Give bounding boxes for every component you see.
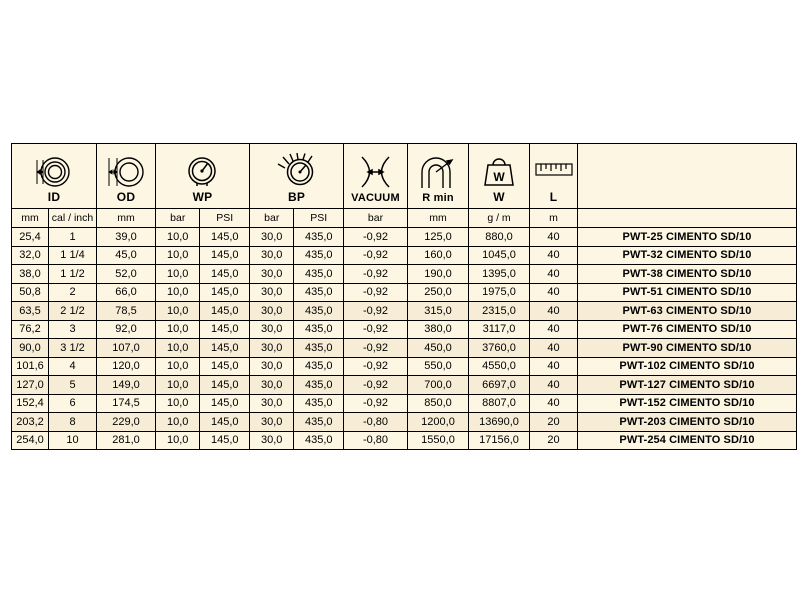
- cell-bp-psi: 435,0: [294, 431, 344, 450]
- cell-length: 40: [530, 228, 578, 247]
- cell-cal: 2 1/2: [49, 302, 97, 321]
- table-row: [12, 302, 797, 321]
- cell-id: 76,2: [12, 320, 49, 339]
- cell-length: 20: [530, 413, 578, 432]
- cell-weight: 1395,0: [469, 265, 530, 284]
- header-cell-vacuum: [344, 144, 408, 209]
- cell-vacuum: -0,92: [344, 246, 408, 265]
- cell-cal: 3 1/2: [49, 339, 97, 358]
- table-row: [12, 320, 797, 339]
- header-cell-bp: [250, 144, 344, 209]
- cell-od: 39,0: [97, 228, 156, 247]
- header-cell-wp: [156, 144, 250, 209]
- cell-bp-psi: 435,0: [294, 283, 344, 302]
- header-label-length: L: [549, 190, 558, 204]
- cell-length: 40: [530, 283, 578, 302]
- cell-id: 63,5: [12, 302, 49, 321]
- cell-wp-psi: 145,0: [200, 302, 250, 321]
- cell-weight: 3117,0: [469, 320, 530, 339]
- cell-rmin: 700,0: [408, 376, 469, 395]
- cell-wp-bar: 10,0: [156, 283, 200, 302]
- hose-specification-table: [11, 143, 797, 450]
- cell-wp-psi: 145,0: [200, 431, 250, 450]
- header-label-bp: BP: [287, 190, 306, 204]
- cell-cal: 2: [49, 283, 97, 302]
- cell-id: 50,8: [12, 283, 49, 302]
- cell-rmin: 450,0: [408, 339, 469, 358]
- cell-rmin: 380,0: [408, 320, 469, 339]
- cell-description: PWT-254 CIMENTO SD/10: [578, 431, 797, 450]
- cell-vacuum: -0,92: [344, 394, 408, 413]
- cell-rmin: 125,0: [408, 228, 469, 247]
- cell-wp-psi: 145,0: [200, 246, 250, 265]
- cell-od: 52,0: [97, 265, 156, 284]
- table-row: [12, 283, 797, 302]
- cell-bp-bar: 30,0: [250, 413, 294, 432]
- cell-bp-psi: 435,0: [294, 228, 344, 247]
- cell-vacuum: -0,92: [344, 283, 408, 302]
- cell-weight: 4550,0: [469, 357, 530, 376]
- unit-id: mm: [12, 209, 49, 228]
- cell-wp-bar: 10,0: [156, 339, 200, 358]
- cell-bp-psi: 435,0: [294, 302, 344, 321]
- cell-vacuum: -0,92: [344, 228, 408, 247]
- unit-wp-psi: PSI: [200, 209, 250, 228]
- cell-wp-bar: 10,0: [156, 357, 200, 376]
- cell-id: 25,4: [12, 228, 49, 247]
- cell-weight: 1975,0: [469, 283, 530, 302]
- cell-length: 40: [530, 302, 578, 321]
- table-header-icon-row: [12, 144, 797, 209]
- cell-wp-bar: 10,0: [156, 376, 200, 395]
- header-cell-rmin: [408, 144, 469, 209]
- table-row: [12, 376, 797, 395]
- cell-id: 32,0: [12, 246, 49, 265]
- cell-description: PWT-203 CIMENTO SD/10: [578, 413, 797, 432]
- cell-od: 45,0: [97, 246, 156, 265]
- cell-bp-bar: 30,0: [250, 246, 294, 265]
- unit-bp-bar: bar: [250, 209, 294, 228]
- header-label-od: OD: [116, 190, 136, 204]
- svg-text:W: W: [493, 170, 505, 184]
- header-cell-id: [12, 144, 97, 209]
- unit-cal-inch: cal / inch: [49, 209, 97, 228]
- cell-wp-psi: 145,0: [200, 228, 250, 247]
- cell-id: 254,0: [12, 431, 49, 450]
- cell-bp-bar: 30,0: [250, 302, 294, 321]
- cell-wp-psi: 145,0: [200, 320, 250, 339]
- cell-bp-psi: 435,0: [294, 413, 344, 432]
- cell-cal: 8: [49, 413, 97, 432]
- cell-od: 66,0: [97, 283, 156, 302]
- cell-vacuum: -0,92: [344, 302, 408, 321]
- cell-vacuum: -0,92: [344, 339, 408, 358]
- cell-bp-bar: 30,0: [250, 339, 294, 358]
- cell-vacuum: -0,92: [344, 265, 408, 284]
- unit-vacuum-bar: bar: [344, 209, 408, 228]
- cell-weight: 1045,0: [469, 246, 530, 265]
- unit-bp-psi: PSI: [294, 209, 344, 228]
- cell-od: 281,0: [97, 431, 156, 450]
- cell-description: PWT-32 CIMENTO SD/10: [578, 246, 797, 265]
- burst-gauge-icon: [250, 152, 343, 188]
- cell-bp-bar: 30,0: [250, 431, 294, 450]
- cell-rmin: 160,0: [408, 246, 469, 265]
- cell-wp-bar: 10,0: [156, 431, 200, 450]
- cell-cal: 1 1/2: [49, 265, 97, 284]
- header-cell-weight: [469, 144, 530, 209]
- unit-length-m: m: [530, 209, 578, 228]
- cell-length: 40: [530, 376, 578, 395]
- table-row: [12, 228, 797, 247]
- cell-description: PWT-127 CIMENTO SD/10: [578, 376, 797, 395]
- cell-bp-psi: 435,0: [294, 320, 344, 339]
- table-row: [12, 339, 797, 358]
- hose-cross-section-icon: [25, 152, 83, 188]
- cell-weight: 17156,0: [469, 431, 530, 450]
- cell-length: 40: [530, 339, 578, 358]
- table-row: [12, 357, 797, 376]
- cell-description: PWT-51 CIMENTO SD/10: [578, 283, 797, 302]
- cell-bp-psi: 435,0: [294, 265, 344, 284]
- cell-description: PWT-38 CIMENTO SD/10: [578, 265, 797, 284]
- cell-description: PWT-63 CIMENTO SD/10: [578, 302, 797, 321]
- table-row: [12, 394, 797, 413]
- cell-bp-bar: 30,0: [250, 357, 294, 376]
- cell-vacuum: -0,80: [344, 413, 408, 432]
- cell-weight: 2315,0: [469, 302, 530, 321]
- weight-icon: [469, 152, 529, 188]
- cell-id: 90,0: [12, 339, 49, 358]
- table-row: [12, 413, 797, 432]
- unit-od: mm: [97, 209, 156, 228]
- cell-description: PWT-152 CIMENTO SD/10: [578, 394, 797, 413]
- cell-vacuum: -0,92: [344, 320, 408, 339]
- header-cell-od: [97, 144, 156, 209]
- cell-description: PWT-25 CIMENTO SD/10: [578, 228, 797, 247]
- cell-bp-bar: 30,0: [250, 376, 294, 395]
- cell-bp-psi: 435,0: [294, 394, 344, 413]
- cell-od: 78,5: [97, 302, 156, 321]
- cell-weight: 6697,0: [469, 376, 530, 395]
- cell-wp-bar: 10,0: [156, 302, 200, 321]
- cell-wp-psi: 145,0: [200, 376, 250, 395]
- cell-id: 38,0: [12, 265, 49, 284]
- cell-description: PWT-102 CIMENTO SD/10: [578, 357, 797, 376]
- vacuum-collapse-icon: [344, 154, 407, 190]
- unit-wp-bar: bar: [156, 209, 200, 228]
- cell-wp-bar: 10,0: [156, 228, 200, 247]
- cell-bp-psi: 435,0: [294, 246, 344, 265]
- cell-wp-psi: 145,0: [200, 413, 250, 432]
- cell-cal: 6: [49, 394, 97, 413]
- cell-length: 40: [530, 246, 578, 265]
- cell-cal: 1 1/4: [49, 246, 97, 265]
- cell-vacuum: -0,80: [344, 431, 408, 450]
- header-label-vacuum: VACUUM: [351, 192, 400, 204]
- cell-wp-psi: 145,0: [200, 339, 250, 358]
- cell-cal: 5: [49, 376, 97, 395]
- cell-wp-psi: 145,0: [200, 357, 250, 376]
- header-cell-description: [578, 144, 797, 209]
- cell-bp-psi: 435,0: [294, 357, 344, 376]
- table-row: [12, 246, 797, 265]
- cell-rmin: 315,0: [408, 302, 469, 321]
- cell-cal: 3: [49, 320, 97, 339]
- cell-weight: 880,0: [469, 228, 530, 247]
- header-cell-length: [530, 144, 578, 209]
- unit-description: [578, 209, 797, 228]
- cell-wp-bar: 10,0: [156, 394, 200, 413]
- cell-description: PWT-76 CIMENTO SD/10: [578, 320, 797, 339]
- header-label-rmin: R min: [422, 192, 454, 204]
- cell-length: 40: [530, 357, 578, 376]
- unit-rmin-mm: mm: [408, 209, 469, 228]
- unit-weight: g / m: [469, 209, 530, 228]
- cell-od: 92,0: [97, 320, 156, 339]
- cell-wp-bar: 10,0: [156, 265, 200, 284]
- cell-bp-bar: 30,0: [250, 265, 294, 284]
- table-row: [12, 431, 797, 450]
- cell-id: 101,6: [12, 357, 49, 376]
- cell-id: 152,4: [12, 394, 49, 413]
- cell-length: 20: [530, 431, 578, 450]
- cell-rmin: 850,0: [408, 394, 469, 413]
- cell-od: 149,0: [97, 376, 156, 395]
- cell-wp-bar: 10,0: [156, 246, 200, 265]
- cell-weight: 3760,0: [469, 339, 530, 358]
- cell-vacuum: -0,92: [344, 357, 408, 376]
- cell-wp-psi: 145,0: [200, 394, 250, 413]
- cell-wp-psi: 145,0: [200, 265, 250, 284]
- ruler-icon: [530, 152, 577, 188]
- header-label-weight: W: [493, 190, 505, 204]
- cell-bp-bar: 30,0: [250, 228, 294, 247]
- cell-rmin: 550,0: [408, 357, 469, 376]
- hose-outer-diameter-icon: [97, 152, 155, 188]
- table-row: [12, 265, 797, 284]
- cell-cal: 4: [49, 357, 97, 376]
- cell-rmin: 1550,0: [408, 431, 469, 450]
- cell-cal: 1: [49, 228, 97, 247]
- cell-bp-bar: 30,0: [250, 394, 294, 413]
- header-label-wp: WP: [192, 190, 213, 204]
- cell-rmin: 250,0: [408, 283, 469, 302]
- cell-weight: 13690,0: [469, 413, 530, 432]
- cell-wp-bar: 10,0: [156, 320, 200, 339]
- cell-wp-psi: 145,0: [200, 283, 250, 302]
- cell-id: 127,0: [12, 376, 49, 395]
- cell-rmin: 1200,0: [408, 413, 469, 432]
- cell-bp-bar: 30,0: [250, 283, 294, 302]
- cell-od: 229,0: [97, 413, 156, 432]
- cell-bp-psi: 435,0: [294, 339, 344, 358]
- header-label-id: ID: [47, 190, 61, 204]
- cell-od: 120,0: [97, 357, 156, 376]
- cell-vacuum: -0,92: [344, 376, 408, 395]
- cell-length: 40: [530, 320, 578, 339]
- pressure-gauge-icon: [156, 152, 249, 188]
- cell-length: 40: [530, 265, 578, 284]
- cell-description: PWT-90 CIMENTO SD/10: [578, 339, 797, 358]
- cell-bp-psi: 435,0: [294, 376, 344, 395]
- cell-rmin: 190,0: [408, 265, 469, 284]
- table-unit-row: [12, 209, 797, 228]
- cell-length: 40: [530, 394, 578, 413]
- cell-cal: 10: [49, 431, 97, 450]
- cell-od: 174,5: [97, 394, 156, 413]
- cell-id: 203,2: [12, 413, 49, 432]
- cell-bp-bar: 30,0: [250, 320, 294, 339]
- cell-weight: 8807,0: [469, 394, 530, 413]
- cell-od: 107,0: [97, 339, 156, 358]
- bend-radius-icon: [408, 154, 468, 190]
- cell-wp-bar: 10,0: [156, 413, 200, 432]
